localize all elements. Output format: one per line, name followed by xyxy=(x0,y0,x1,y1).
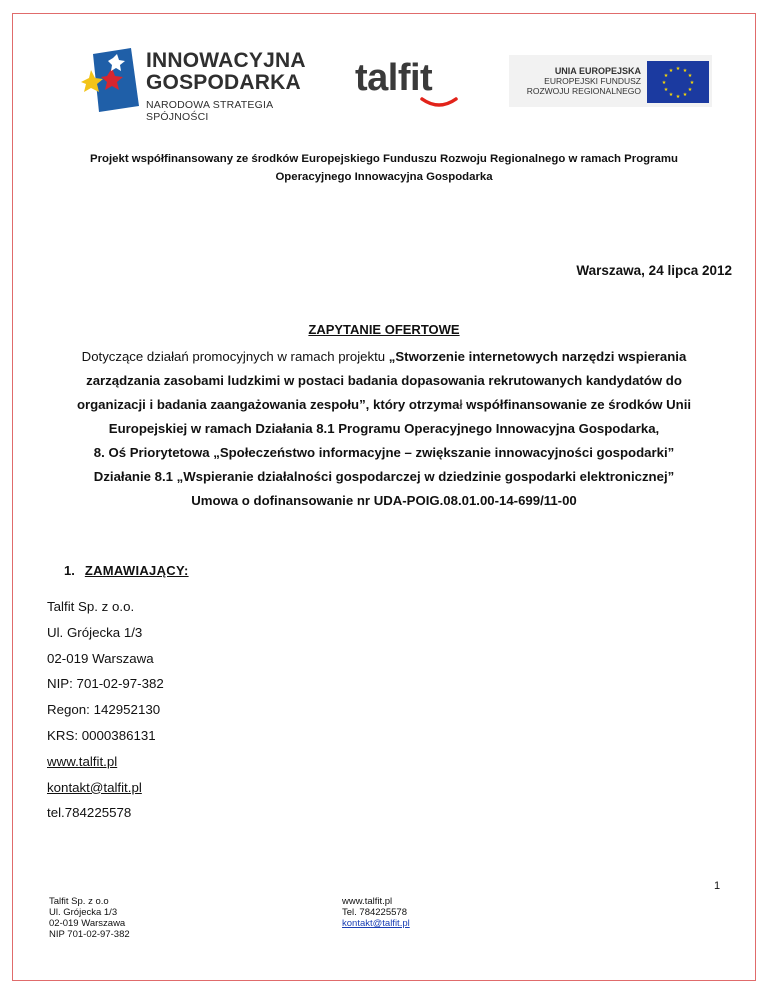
footer-city: 02-019 Warszawa xyxy=(49,918,126,929)
project-cofinancing-note xyxy=(40,150,728,186)
eu-regional-fund-logo xyxy=(509,55,712,107)
city-address: 02-019 Warszawa xyxy=(47,650,154,666)
svg-text:★: ★ xyxy=(689,80,695,86)
krs-number: KRS: 0000386131 xyxy=(47,727,156,743)
talfit-logo-text: talfit xyxy=(355,57,433,99)
footer-street: Ul. Grójecka 1/3 xyxy=(49,907,118,918)
intro-line2: zarządzania zasobami ludzkimi w postaci badania dopasowania rekrutowanych kandydatów do xyxy=(86,373,682,388)
document-date: Warszawa, 24 lipca 2012 xyxy=(576,263,732,278)
project-note-line2: Operacyjnego Innowacyjna Gospodarka xyxy=(275,171,493,183)
phone-number: tel.784225578 xyxy=(47,805,132,821)
nip-number: NIP: 701-02-97-382 xyxy=(47,676,164,692)
eu-logo-line1: UNIA EUROPEJSKA xyxy=(554,66,641,76)
intro-line3-c: współfinansowanie ze środków Unii xyxy=(462,397,692,412)
intro-line4: Europejskiej w ramach Działania 8.1 Programu Operacyjnego Innowacyjna Gospodarka, xyxy=(108,421,660,436)
intro-paragraph xyxy=(44,345,724,513)
footer-nip: NIP 701-02-97-382 xyxy=(49,929,130,940)
intro-line6: Działanie 8.1 „Wspieranie działalności gospodarczej w dziedzinie gospodarki elektronicznej” xyxy=(93,469,675,484)
eu-logo-line2: EUROPEJSKI FUNDUSZ xyxy=(544,76,641,86)
intro-line5: 8. Oś Priorytetowa „Społeczeństwo informacyjne – zwiększanie innowacyjności gospodarki” xyxy=(93,445,675,460)
svg-text:★: ★ xyxy=(668,92,674,98)
document-title: ZAPYTANIE OFERTOWE xyxy=(308,322,460,337)
footer-email-link[interactable]: kontakt@talfit.pl xyxy=(342,918,410,929)
eu-flag-icon xyxy=(647,61,709,103)
ig-logo-line2: GOSPODARKA xyxy=(146,71,301,94)
project-note-line1: Projekt współfinansowany ze środków Europejskiego Funduszu Rozwoju Regionalnego w ramach Programu xyxy=(90,153,678,165)
svg-text:★: ★ xyxy=(663,73,669,79)
svg-text:★: ★ xyxy=(675,94,681,100)
intro-line7: Umowa o dofinansowanie nr UDA-POIG.08.01.00-14-699/11-00 xyxy=(191,493,577,508)
svg-text:★: ★ xyxy=(687,87,693,93)
svg-text:★: ★ xyxy=(675,66,681,72)
footer-left xyxy=(49,896,130,940)
regon-number: Regon: 142952130 xyxy=(47,702,161,718)
section-heading-zamawiajacy xyxy=(64,563,189,578)
intro-line1-bold: „Stworzenie internetowych narzędzi wspierania xyxy=(388,349,687,364)
svg-text:★: ★ xyxy=(687,73,693,79)
intro-line1-prefix: Dotyczące działań promocyjnych w ramach projektu xyxy=(81,349,389,364)
ig-logo-subtitle: NARODOWA STRATEGIA SPÓJNOŚCI xyxy=(146,99,273,123)
website-link[interactable]: www.talfit.pl xyxy=(47,753,118,769)
svg-text:★: ★ xyxy=(668,68,674,74)
footer-phone: Tel. 784225578 xyxy=(342,907,407,918)
eu-logo-line3: ROZWOJU REGIONALNEGO xyxy=(526,86,641,96)
page-number: 1 xyxy=(714,880,721,892)
svg-text:★: ★ xyxy=(663,87,669,93)
innowacyjna-gospodarka-logo xyxy=(79,46,319,123)
intro-line3-a: organizacji i badania zaangażowania zespołu”, który otrzyma xyxy=(76,397,460,412)
email-link[interactable]: kontakt@talfit.pl xyxy=(47,779,142,795)
intro-line3-b: ł xyxy=(459,397,463,412)
section-number: 1. xyxy=(64,563,75,578)
company-name: Talfit Sp. z o.o. xyxy=(47,599,135,614)
section-label: ZAMAWIAJĄCY: xyxy=(84,563,189,578)
footer-website[interactable]: www.talfit.pl xyxy=(342,896,393,907)
svg-text:★: ★ xyxy=(661,80,667,86)
contact-block xyxy=(47,594,164,826)
svg-text:★: ★ xyxy=(682,92,688,98)
ig-logo-line1: INNOWACYJNA xyxy=(146,49,306,72)
ig-emblem-icon xyxy=(79,46,143,118)
street-address: Ul. Grójecka 1/3 xyxy=(47,624,143,640)
svg-text:★: ★ xyxy=(682,68,688,74)
talfit-logo xyxy=(355,57,467,107)
talfit-smile-icon xyxy=(419,97,459,109)
footer-company: Talfit Sp. z o.o xyxy=(49,896,109,907)
footer-right xyxy=(342,896,410,929)
